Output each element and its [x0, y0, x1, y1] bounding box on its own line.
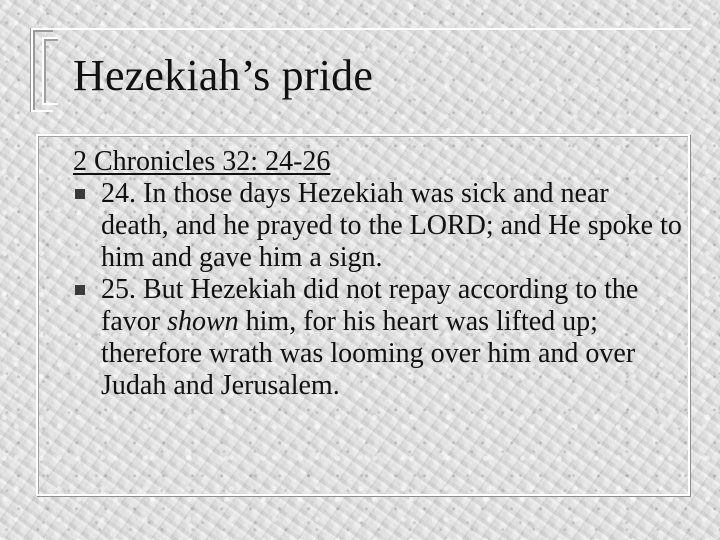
bullet-text: 24. In those days Hezekiah was sick and near death, and he prayed to the LORD; and He spoke to him and gave him a sign. — [101, 178, 682, 273]
bullet-item-25 — [73, 274, 683, 402]
title-frame-top-line — [51, 28, 691, 30]
bullet-text-after: him, for his heart was lifted up; therefore wrath was looming over him and over Judah and Jerusalem. — [101, 306, 636, 401]
square-bullet-icon — [75, 189, 85, 199]
bullet-text-before: 25. But Hezekiah did not repay according to the favor — [101, 274, 639, 337]
bullet-item-24 — [73, 178, 683, 274]
scripture-reference: 2 Chronicles 32: 24-26 — [73, 146, 331, 177]
slide-body — [73, 146, 683, 402]
square-bullet-icon — [75, 285, 85, 295]
bullet-emphasis: shown — [167, 306, 239, 337]
slide-title: Hezekiah’s pride — [73, 51, 374, 100]
title-frame-inner-bracket — [42, 37, 58, 105]
